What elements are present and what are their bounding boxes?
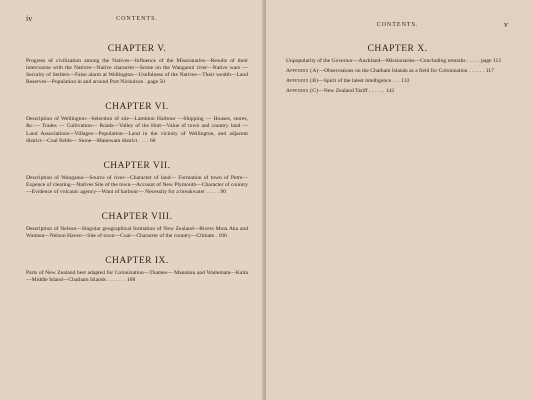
- appendix-dots: . . . . . .: [468, 68, 485, 75]
- chapter-ix: [26, 256, 248, 284]
- appendix-text: —Spirit of the latest intelligence: [318, 78, 392, 85]
- appendix-text: —New Zealand Tariff: [318, 88, 368, 95]
- chapter-viii: [26, 212, 248, 240]
- appendix-page-ref: 133: [401, 78, 410, 85]
- appendix-dots: . . . . . .: [369, 88, 385, 95]
- left-page-header: [26, 14, 248, 28]
- chapter-v: [26, 44, 248, 86]
- appendix-dots: . . .: [392, 78, 400, 85]
- chapter-description: Description of Wanganui—Source of river—Character of land— Formation of town of Petre—Expence of clearing—Natives Site of the town—Account of New Plymouth—Character of country—Evidence of volcanic agency—Want of harbour— Necessity for a breakwater . . . . . 90: [26, 174, 248, 195]
- chapter-description: Progress of civilization among the Natives—Influence of the Missionaries—Results of their intercourse with the Natives—Native character—Scene on the Wanganui river—Native wars —Security of Settlers—False alarm at Wellington—Usefulness of the Natives—Their wealth—Land Reserves—Population in and around Port Nicholson . page 50: [26, 58, 248, 86]
- appendix-text: —Observations on the Chatham Islands as a field for Colonization: [318, 68, 468, 75]
- right-page: [266, 0, 533, 400]
- chapter-heading: CHAPTER VIII.: [101, 212, 173, 223]
- chapter-page-ref: . page 50: [144, 79, 166, 86]
- chapter-heading: CHAPTER V.: [107, 44, 167, 54]
- chapter-page-ref: . . . . . page 112: [467, 58, 502, 64]
- chapter-heading: CHAPTER X.: [367, 44, 428, 54]
- appendix-page-ref: 117: [485, 68, 494, 75]
- chapter-page-ref: . . . . 68: [138, 137, 156, 144]
- chapter-vi: [26, 102, 248, 144]
- chapter-x: [286, 44, 509, 95]
- left-page: [0, 0, 266, 400]
- chapter-vii: [26, 161, 248, 196]
- appendix-a: [286, 68, 509, 75]
- chapter-page-ref: . . . . . 90: [206, 188, 226, 195]
- chapter-description: Unpopularity of the Governor—Auckland—Missionaries—Concluding remarks . . . . . page 112: [286, 58, 502, 64]
- chapter-heading: CHAPTER VI.: [105, 102, 169, 113]
- left-running-head: CONTENTS.: [116, 16, 158, 22]
- appendix-page-ref: 142: [385, 88, 395, 95]
- chapter-heading: CHAPTER IX.: [105, 256, 169, 267]
- chapter-description: Description of Nelson—Singular geographical formation of New Zealand—Rivers Mota Aka and Waimea—Nelson Haven—Site of town—Coal—Character of the country—Climate . 100: [26, 226, 248, 240]
- appendix-label: Appendix (C): [286, 88, 319, 95]
- appendix-label: Appendix (A): [286, 68, 319, 75]
- chapter-description: Description of Wellington—Selection of site—Lambton Harbour —Shipping — Houses, stores, &c.— Trades — Cultivation— Roads—Valley of the Hutt—Value of town and country land —Land Associations—Villages—Population—Land in the vicinity of Wellington, and adjacent district—Coal fields— Stone—Manewatu district . . . . 68: [26, 116, 248, 144]
- left-page-number: iv: [26, 14, 33, 23]
- chapter-description: Parts of New Zealand best adapted for Colonization—Thames— Manukau and Waitemata—Kaïta—Middle Island—Chatham Islands . . . . . . . 108: [26, 270, 248, 284]
- chapter-heading: CHAPTER VII.: [103, 160, 171, 171]
- chapter-page-ref: . 100: [215, 233, 227, 240]
- appendix-label: Appendix (B): [286, 78, 319, 85]
- chapter-page-ref: . . . . . . . 108: [107, 277, 136, 284]
- right-page-header: [286, 14, 509, 28]
- appendix-c: [286, 88, 509, 95]
- right-running-head: CONTENTS.: [376, 22, 419, 28]
- right-page-number: v: [504, 20, 509, 29]
- appendix-b: [286, 78, 509, 85]
